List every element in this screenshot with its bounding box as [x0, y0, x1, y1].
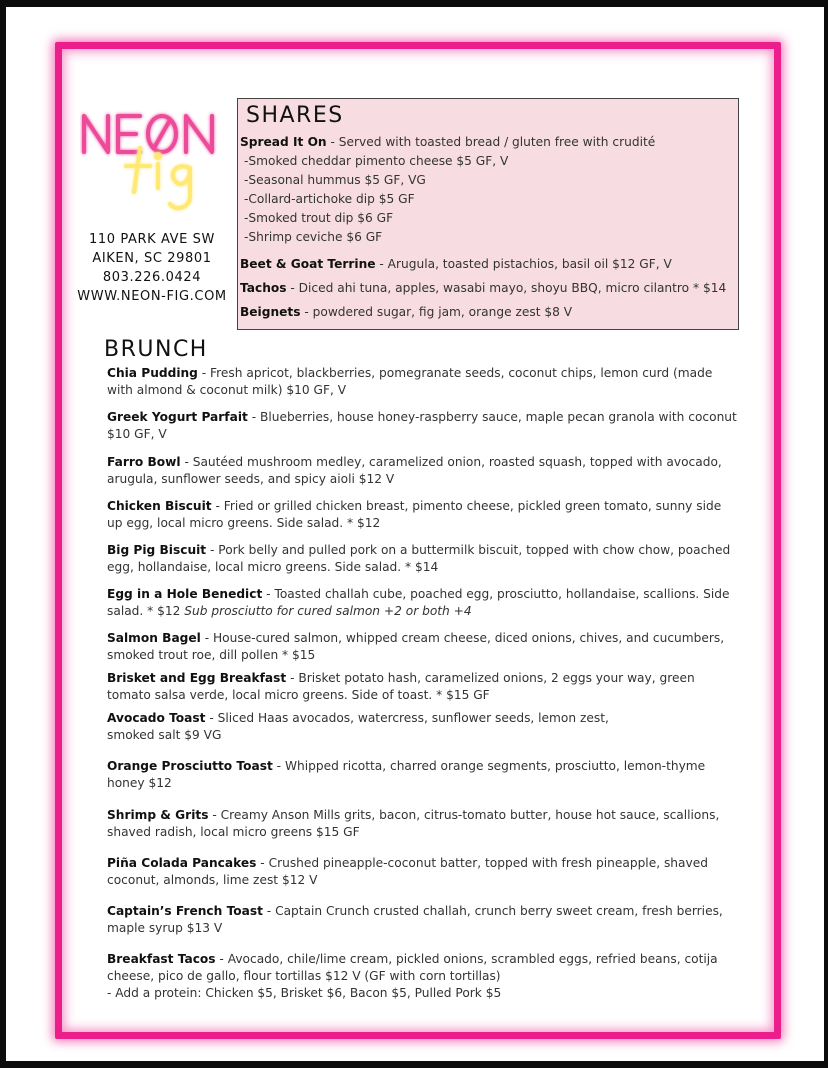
brunch-item — [107, 807, 737, 841]
item-addon: - Add a protein: Chicken $5, Brisket $6, Bacon $5, Pulled Pork $5 — [107, 986, 502, 1000]
address: 110 PARK AVE SW — [89, 232, 215, 247]
brunch-item — [107, 498, 737, 532]
item-desc: - powdered sugar, fig jam, orange zest $8 V — [300, 305, 573, 319]
brunch-item — [107, 710, 627, 744]
brunch-item — [107, 758, 737, 792]
item-desc: - Creamy Anson Mills grits, bacon, citrus-tomato butter, house hot sauce, scallions, shaved radish, local micro greens $15 GF — [107, 808, 720, 839]
item-name: Breakfast Tacos — [107, 952, 216, 966]
brunch-item — [107, 365, 737, 399]
spread-option: -Shrimp ceviche $6 GF — [244, 230, 383, 244]
shares-item — [240, 305, 572, 319]
contact-info — [72, 230, 232, 306]
item-name: Shrimp & Grits — [107, 808, 209, 822]
item-name: Egg in a Hole Benedict — [107, 587, 263, 601]
neon-fig-logo — [80, 108, 220, 218]
item-desc: - Sautéed mushroom medley, caramelized onion, roasted squash, topped with avocado, arugula, sunflower seeds, and spicy aioli $12 V — [107, 455, 722, 486]
item-desc: - Crushed pineapple-coconut batter, topped with fresh pineapple, shaved coconut, almonds, lime zest $12 V — [107, 856, 708, 887]
phone-number: 803.226.0424 — [102, 270, 202, 285]
brunch-item — [107, 630, 737, 664]
item-name: Tachos — [240, 281, 287, 295]
spread-option: -Collard-artichoke dip $5 GF — [244, 192, 415, 206]
shares-heading: SHARES — [246, 103, 344, 128]
item-name: Chia Pudding — [107, 366, 198, 380]
item-name: Brisket and Egg Breakfast — [107, 671, 287, 685]
item-name: Big Pig Biscuit — [107, 543, 207, 557]
spread-option: -Seasonal hummus $5 GF, VG — [244, 173, 426, 187]
brunch-item — [107, 670, 737, 704]
shares-section — [237, 98, 739, 330]
item-name: Orange Prosciutto Toast — [107, 759, 273, 773]
item-name: Farro Bowl — [107, 455, 181, 469]
item-desc: - Toasted challah cube, poached egg, prosciutto, hollandaise, scallions. Side salad. * $12 — [107, 587, 730, 618]
item-name: Greek Yogurt Parfait — [107, 410, 248, 424]
item-desc: - Blueberries, house honey-raspberry sauce, maple pecan granola with coconut $10 GF, V — [107, 410, 737, 441]
city-state-zip: AIKEN, SC 29801 — [92, 251, 212, 266]
item-desc: - Arugula, toasted pistachios, basil oil $12 GF, V — [375, 257, 672, 271]
item-name: Avocado Toast — [107, 711, 206, 725]
shares-item — [240, 257, 672, 271]
item-desc: - Whipped ricotta, charred orange segments, prosciutto, lemon-thyme honey $12 — [107, 759, 706, 790]
item-desc: - Sliced Haas avocados, watercress, sunflower seeds, lemon zest, smoked salt $9 VG — [107, 711, 609, 742]
item-name: Captain’s French Toast — [107, 904, 263, 918]
item-desc: - Fried or grilled chicken breast, pimento cheese, pickled green tomato, sunny side up egg, local micro greens. Side salad. * $12 — [107, 499, 722, 530]
item-name: Salmon Bagel — [107, 631, 201, 645]
item-name: Spread It On — [240, 135, 327, 149]
website: WWW.NEON-FIG.COM — [77, 289, 227, 304]
brunch-item — [107, 542, 737, 576]
spread-option: -Smoked trout dip $6 GF — [244, 211, 394, 225]
item-desc: - Captain Crunch crusted challah, crunch berry sweet cream, fresh berries, maple syrup $13 V — [107, 904, 723, 935]
brunch-item — [107, 855, 737, 889]
item-desc: - Brisket potato hash, caramelized onions, 2 eggs your way, green tomato salsa verde, local micro greens. Side of toast. * $15 GF — [107, 671, 695, 702]
shares-item — [240, 281, 726, 295]
item-name: Beignets — [240, 305, 301, 319]
item-desc: - Diced ahi tuna, apples, wasabi mayo, shoyu BBQ, micro cilantro * $14 — [286, 281, 727, 295]
item-desc: - Avocado, chile/lime cream, pickled onions, scrambled eggs, refried beans, cotija cheese, pico de gallo, flour tortillas $12 V (GF with corn tortillas) — [107, 952, 718, 983]
brunch-item — [107, 951, 737, 1002]
item-desc: - House-cured salmon, whipped cream cheese, diced onions, chives, and cucumbers, smoked trout roe, dill pollen * $15 — [107, 631, 725, 662]
item-name: Beet & Goat Terrine — [240, 257, 376, 271]
item-desc: - Served with toasted bread / gluten free with crudité — [326, 135, 656, 149]
item-name: Piña Colada Pancakes — [107, 856, 257, 870]
spread-it-on — [240, 135, 655, 149]
spread-option: -Smoked cheddar pimento cheese $5 GF, V — [244, 154, 509, 168]
brunch-item — [107, 409, 737, 443]
item-name: Chicken Biscuit — [107, 499, 212, 513]
brunch-item — [107, 454, 737, 488]
item-desc: - Pork belly and pulled pork on a buttermilk biscuit, topped with chow chow, poached egg, hollandaise, local micro greens. Side salad. * $14 — [107, 543, 731, 574]
item-note: Sub prosciutto for cured salmon +2 or both +4 — [184, 604, 472, 618]
item-desc: - Fresh apricot, blackberries, pomegranate seeds, coconut chips, lemon curd (made with almond & coconut milk) $10 GF, V — [107, 366, 713, 397]
brunch-heading: BRUNCH — [104, 337, 208, 362]
brunch-item — [107, 586, 737, 620]
brunch-item — [107, 903, 737, 937]
